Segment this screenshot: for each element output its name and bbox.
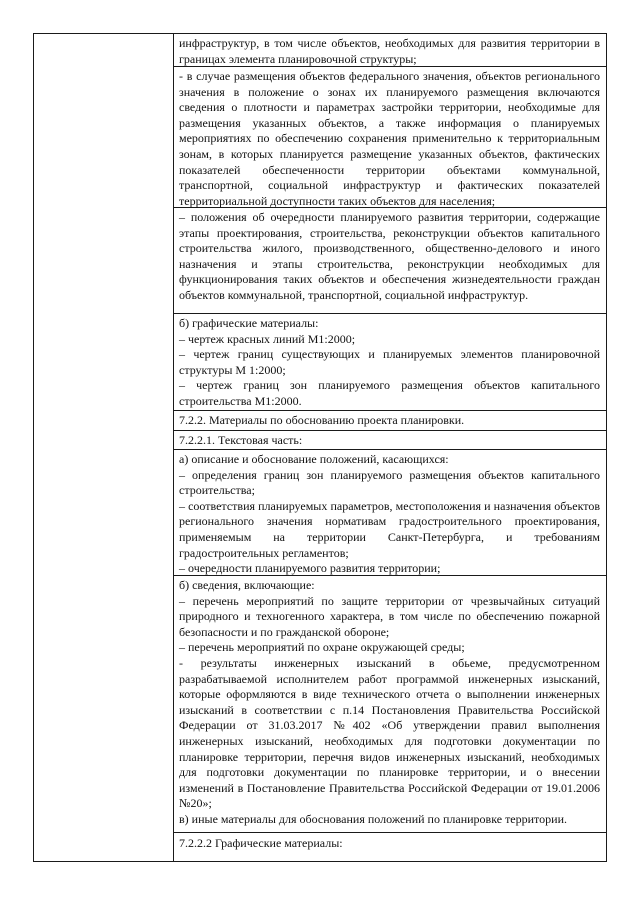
table-left-border (33, 33, 34, 862)
table-top-border (33, 33, 607, 34)
section-title: 7.2.2.2 Графические материалы: (179, 836, 343, 850)
text-block-development-order (179, 210, 600, 304)
list-item: – чертеж красных линий М1:2000; (179, 331, 356, 346)
row-separator (173, 410, 606, 411)
paragraph: а) описание и обоснование положений, касающихся: (179, 452, 449, 466)
paragraph: – положения об очередности планируемого развития территории, содержащие этапы проектирования, строительства, реконструкции объектов капитального строительства жилого, производственного, общественно-делового и иного назначения и этапы строительства, реконструкции необходимых для функционирования таких объектов и обеспечения жизнедеятельности граждан объектов коммунальной, транспортной, социальной инфраструктур. (179, 210, 600, 302)
text-block-description (179, 452, 600, 577)
section-heading-7-2-2-1 (179, 433, 600, 449)
table-right-border (606, 33, 607, 862)
text-block-graphic-materials (179, 316, 600, 410)
row-separator (173, 832, 606, 833)
list-item: – чертеж границ зон планируемого размещения объектов капитального строительства М1:2000. (179, 378, 600, 408)
row-separator (173, 449, 606, 450)
text-block-information (179, 578, 600, 828)
row-separator (173, 430, 606, 431)
paragraph: б) графические материалы: (179, 316, 319, 330)
section-heading-7-2-2 (179, 413, 600, 429)
paragraph: б) сведения, включающие: (179, 578, 315, 592)
list-item: – перечень мероприятий по защите территории от чрезвычайных ситуаций природного и техногенного характера, в том числе по обеспечению пожарной безопасности и по гражданской обороне; (179, 593, 600, 639)
list-item: - результаты инженерных изысканий в обьеме, предусмотренном разрабатываемой исполнителем работ программой инженерных изысканий, которые оформляются в виде технического отчета о выполнении инженерных изысканий в соответствии с п.14 Постановления Правительства Российской Федерации от 31.03.2017 №402 «Об утверждении правил выполнения инженерных изысканий, необходимых для подготовки документации по планировке территории, перечня видов инженерных изысканий, необходимых для подготовки документации по планировке территории, и о внесении изменений в Постановление Правительства Российской Федерации от 19.01.2006 №20»; (179, 655, 600, 811)
list-item: – перечень мероприятий по охране окружающей среды; (179, 640, 465, 655)
list-item: – определения границ зон планируемого размещения объектов капитального строительства; (179, 467, 600, 498)
section-heading-7-2-2-2 (179, 836, 600, 852)
table-column-divider (173, 33, 174, 862)
section-title: 7.2.2. Материалы по обоснованию проекта планировки. (179, 413, 465, 427)
section-title: 7.2.2.1. Текстовая часть: (179, 433, 303, 447)
paragraph: в) иные материалы для обоснования положений по планировке территории. (179, 811, 567, 826)
table-bottom-border (33, 861, 607, 862)
text-block-federal-objects (179, 69, 600, 209)
paragraph: - в случае размещения объектов федерального значения, объектов регионального значения в положение о зонах их планируемого размещения включаются сведения о плотности и параметрах застройки территории, необходимые для размещения указанных объектов, а также информация о планируемых мероприятиях по обеспечению сохранения применительно к территориальным зонам, в которых планируется размещение указанных объектов, фактических показателей обеспеченности территории объектами коммунальной, транспортной, социальной инфраструктур и фактических показателей территориальной доступности таких объектов для населения; (179, 69, 600, 208)
list-item: – чертеж границ существующих и планируемых элементов планировочной структуры М 1:2000; (179, 347, 600, 377)
list-item: – соответствия планируемых параметров, местоположения и назначения объектов регионального значения нормативам градостроительного проектирования, применяемым на территории Санкт-Петербурга, и требованиям градостроительных регламентов; (179, 498, 600, 560)
text-block-infrastructure (179, 36, 600, 67)
paragraph: инфраструктур, в том числе объектов, необходимых для развития территории в границах элемента планировочной структуры; (179, 36, 600, 66)
row-separator (173, 313, 606, 314)
list-item: – очередности планируемого развития территории; (179, 561, 441, 576)
